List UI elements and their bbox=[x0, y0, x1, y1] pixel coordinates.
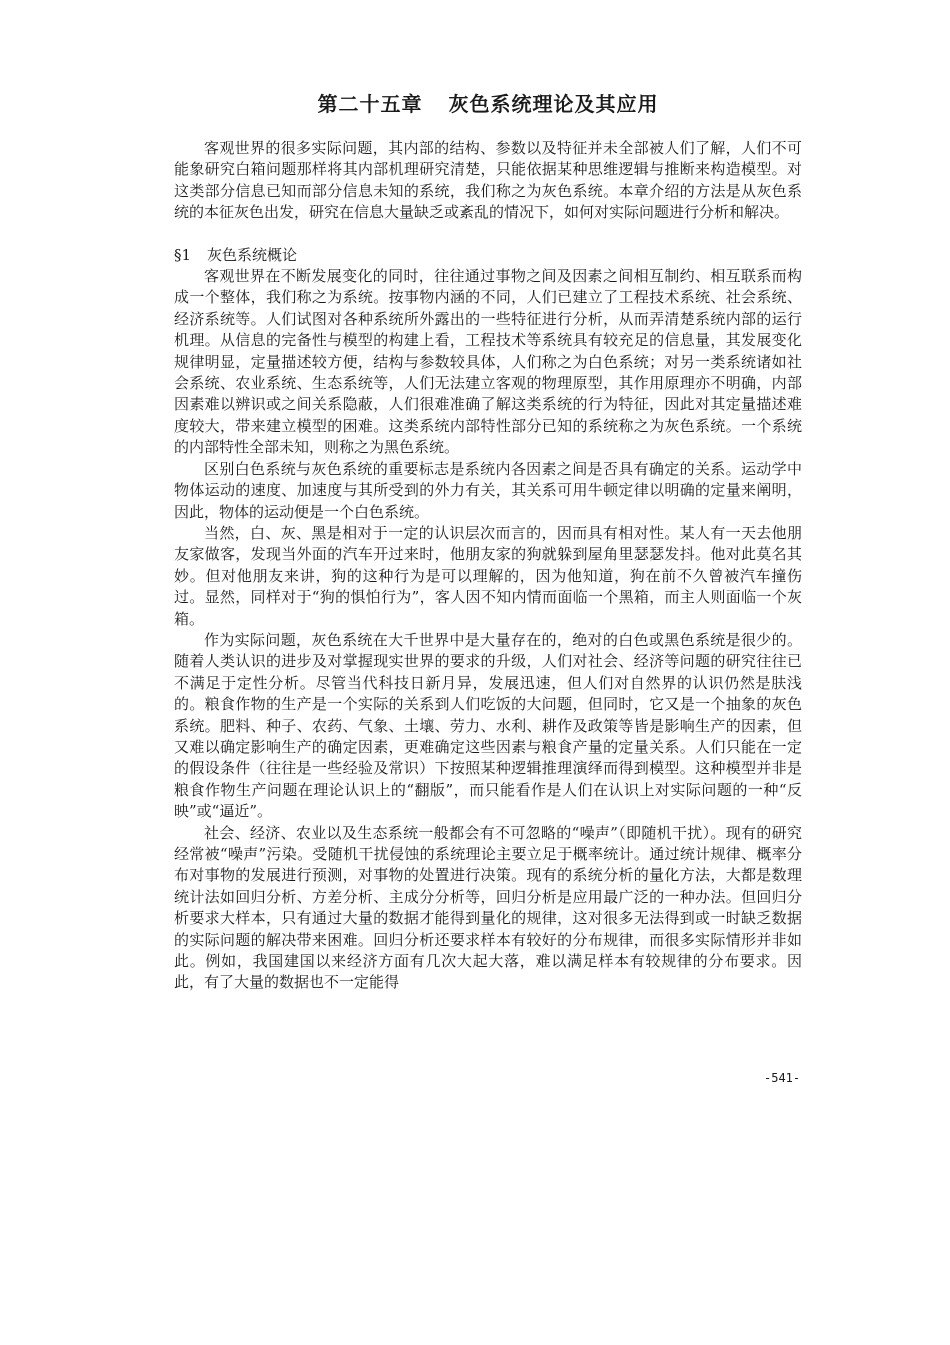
chapter-name: 灰色系统理论及其应用 bbox=[448, 92, 659, 116]
page-content bbox=[174, 90, 802, 994]
body-paragraph: 客观世界在不断发展变化的同时，往往通过事物之间及因素之间相互制约、相互联系而构成一个整体，我们称之为系统。按事物内涵的不同，人们已建立了工程技术系统、社会系统、经济系统等。人们试图对各种系统所外露出的一些特征进行分析，从而弄清楚系统内部的运行机理。从信息的完备性与模型的构建上看，工程技术等系统具有较充足的信息量，其发展变化规律明显，定量描述较方便，结构与参数较具体，人们称之为白色系统；对另一类系统诸如社会系统、农业系统、生态系统等，人们无法建立客观的物理原型，其作用原理亦不明确，内部因素难以辨识或之间关系隐蔽，人们很难准确了解这类系统的行为特征，因此对其定量描述难度较大，带来建立模型的困难。这类系统内部特性部分已知的系统称之为灰色系统。一个系统的内部特性全部未知，则称之为黑色系统。 bbox=[174, 267, 802, 457]
intro-paragraph: 客观世界的很多实际问题，其内部的结构、参数以及特征并未全部被人们了解，人们不可能象研究白箱问题那样将其内部机理研究清楚，只能依据某种思维逻辑与推断来构造模型。对这类部分信息已知而部分信息未知的系统，我们称之为灰色系统。本章介绍的方法是从灰色系统的本征灰色出发，研究在信息大量缺乏或紊乱的情况下，如何对实际问题进行分析和解决。 bbox=[174, 139, 802, 222]
body-paragraph: 社会、经济、农业以及生态系统一般都会有不可忽略的“噪声”（即随机干扰）。现有的研究经常被“噪声”污染。受随机干扰侵蚀的系统理论主要立足于概率统计。通过统计规律、概率分布对事物的发展进行预测，对事物的处置进行决策。现有的系统分析的量化方法，大都是数理统计法如回归分析、方差分析、主成分分析等，回归分析是应用最广泛的一种办法。但回归分析要求大样本，只有通过大量的数据才能得到量化的规律，这对很多无法得到或一时缺乏数据的实际问题的解决带来困难。回归分析还要求样本有较好的分布规律，而很多实际情形并非如此。例如，我国建国以来经济方面有几次大起大落，难以满足样本有较规律的分布要求。因此，有了大量的数据也不一定能得 bbox=[174, 823, 802, 992]
body-paragraph: 区别白色系统与灰色系统的重要标志是系统内各因素之间是否具有确定的关系。运动学中物体运动的速度、加速度与其所受到的外力有关，其关系可用牛顿定律以明确的定量来阐明，因此，物体的运动便是一个白色系统。 bbox=[174, 459, 802, 521]
chapter-number: 第二十五章 bbox=[317, 92, 423, 116]
section-marker: §1 bbox=[174, 245, 192, 264]
section-title: 灰色系统概论 bbox=[207, 245, 298, 264]
body-paragraph: 当然，白、灰、黑是相对于一定的认识层次而言的，因而具有相对性。某人有一天去他朋友家做客，发现当外面的汽车开过来时，他朋友家的狗就躲到屋角里瑟瑟发抖。他对此莫名其妙。但对他朋友来讲，狗的这种行为是可以理解的，因为他知道，狗在前不久曾被汽车撞伤过。显然，同样对于“狗的惧怕行为”，客人因不知内情而面临一个黑箱，而主人则面临一个灰箱。 bbox=[174, 523, 802, 628]
page-number: -541- bbox=[764, 1071, 801, 1085]
body-paragraph: 作为实际问题，灰色系统在大千世界中是大量存在的，绝对的白色或黑色系统是很少的。随着人类认识的进步及对掌握现实世界的要求的升级，人们对社会、经济等问题的研究往往已不满足于定性分析。尽管当代科技日新月异，发展迅速，但人们对自然界的认识仍然是肤浅的。粮食作物的生产是一个实际的关系到人们吃饭的大问题，但同时，它又是一个抽象的灰色系统。肥料、种子、农药、气象、土壤、劳力、水利、耕作及政策等皆是影响生产的因素，但又难以确定影响生产的确定因素，更难确定这些因素与粮食产量的定量关系。人们只能在一定的假设条件（往往是一些经验及常识）下按照某种逻辑推理演绎而得到模型。这种模型并非是粮食作物生产问题在理论认识上的“翻版”，而只能看作是人们在认识上对实际问题的一种“反映”或“逼近”。 bbox=[174, 630, 802, 821]
section-heading bbox=[174, 245, 802, 266]
chapter-title bbox=[174, 90, 802, 118]
